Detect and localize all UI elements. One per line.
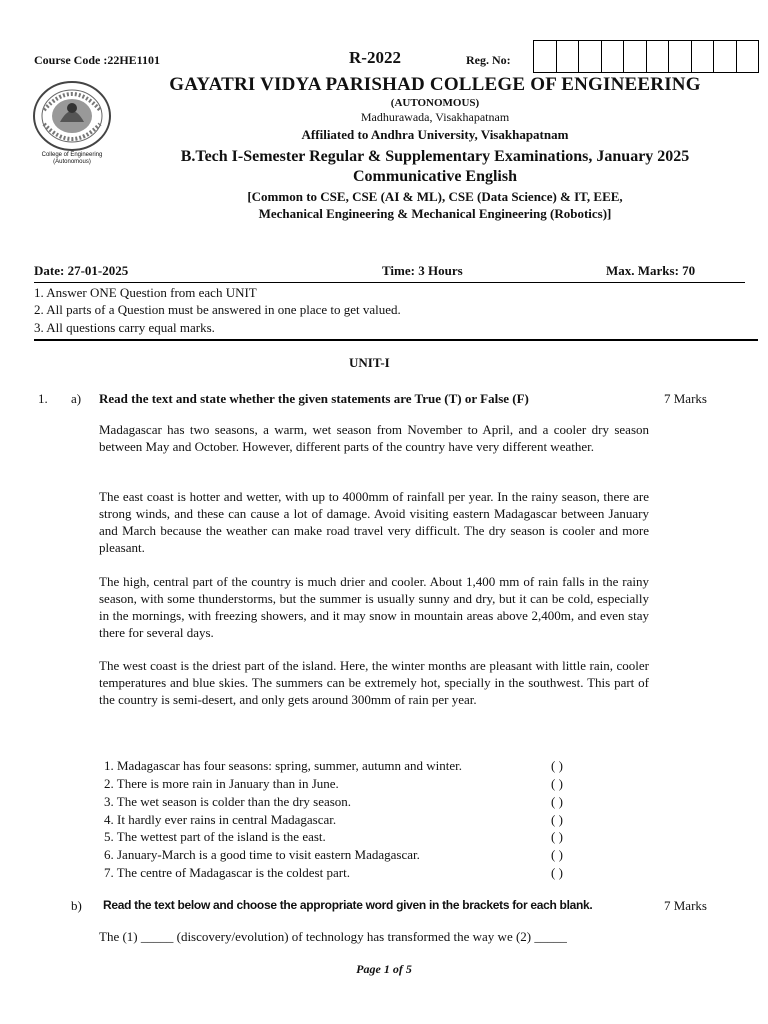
statement-item: 6. January-March is a good time to visit eastern Madagascar. (104, 847, 420, 862)
reg-no-cell (647, 41, 670, 72)
passage-paragraph: The high, central part of the country is much drier and cooler. About 1,400 mm of rain falls in the rainy season, with some thunderstorms, but the summer is usually sunny and dry, but it can be cold, especially in the mornings, with freezing showers, and it may snow in mountain areas above 2,400m, and even stay there for several days. (99, 574, 649, 640)
part-b-instruction: Read the text below and choose the appropriate word given in the brackets for each blank. (103, 898, 593, 912)
reg-no-cell (557, 41, 580, 72)
logo-caption-line-1: College of Engineering (41, 152, 103, 158)
passage-paragraph: The west coast is the driest part of the island. Here, the winter months are pleasant with little rain, cooler temperatures and blue skies. The summers can be extremely hot, specially in the southwest. This part of the country is semi-desert, and only gets around 300mm of rain per year. (99, 658, 649, 707)
question-number: 1. (38, 391, 48, 406)
course-code: Course Code :22HE1101 (34, 53, 160, 67)
divider (34, 282, 745, 283)
passage-paragraph: Madagascar has two seasons, a warm, wet season from November to April, and a cooler dry season between May and October. However, different parts of the country have very different weather. (99, 422, 649, 454)
statement-item: 2. There is more rain in January than in June. (104, 776, 339, 791)
instruction-item: 3. All questions carry equal marks. (34, 320, 215, 335)
statement-item: 5. The wettest part of the island is the east. (104, 829, 326, 844)
exam-date: Date: 27-01-2025 (34, 263, 129, 278)
answer-box[interactable]: ( ) (551, 758, 563, 773)
reg-no-cell (737, 41, 759, 72)
statement-item: 7. The centre of Madagascar is the coldest part. (104, 865, 350, 880)
branches-line-2: Mechanical Engineering & Mechanical Engineering (Robotics)] (258, 206, 612, 221)
part-b-marks: 7 Marks (664, 898, 707, 913)
reg-no-cell (624, 41, 647, 72)
college-seal-icon (30, 80, 114, 152)
statement-item: 3. The wet season is colder than the dry season. (104, 794, 352, 809)
cloze-text: The (1) _____ (discovery/evolution) of technology has transformed the way we (2) _____ (99, 929, 567, 944)
part-b-label: b) (71, 898, 82, 913)
exam-duration: Time: 3 Hours (382, 263, 463, 278)
college-name: GAYATRI VIDYA PARISHAD COLLEGE OF ENGINEERING (169, 74, 701, 95)
answer-box[interactable]: ( ) (551, 776, 563, 791)
reg-no-cell (579, 41, 602, 72)
statement-item: 1. Madagascar has four seasons: spring, summer, autumn and winter. (104, 758, 462, 773)
reg-no-cell (602, 41, 625, 72)
passage-paragraph: The east coast is hotter and wetter, with up to 4000mm of rainfall per year. In the rainy season, there are strong winds, and these can cause a lot of damage. Avoid visiting eastern Madagascar between January and March because the weather can make road travel very difficult. The dry season is cooler and more pleasant. (99, 489, 649, 555)
answer-box[interactable]: ( ) (551, 829, 563, 844)
reg-no-cell (534, 41, 557, 72)
page-number: Page 1 of 5 (356, 962, 412, 976)
branches-line-1: [Common to CSE, CSE (AI & ML), CSE (Data Science) & IT, EEE, (247, 189, 623, 204)
unit-heading: UNIT-I (349, 355, 390, 370)
answer-box[interactable]: ( ) (551, 812, 563, 827)
reg-no-boxes[interactable] (533, 40, 759, 73)
part-a-label: a) (71, 391, 82, 406)
reg-no-cell (692, 41, 715, 72)
logo-caption (22, 152, 122, 166)
reg-no-label: Reg. No: (466, 53, 511, 67)
autonomous-label: (AUTONOMOUS) (390, 97, 480, 109)
college-address: Madhurawada, Visakhapatnam (360, 110, 510, 124)
instruction-item: 1. Answer ONE Question from each UNIT (34, 285, 257, 300)
logo-caption-line-2: (Autonomous) (53, 159, 91, 165)
answer-box[interactable]: ( ) (551, 794, 563, 809)
part-a-marks: 7 Marks (664, 391, 707, 406)
instruction-item: 2. All parts of a Question must be answered in one place to get valued. (34, 302, 401, 317)
divider (34, 339, 758, 341)
part-a-instruction: Read the text and state whether the given statements are True (T) or False (F) (99, 391, 529, 406)
regulation-code: R-2022 (349, 48, 401, 67)
subject-title: Communicative English (352, 168, 517, 185)
answer-box[interactable]: ( ) (551, 847, 563, 862)
affiliation: Affiliated to Andhra University, Visakhapatnam (301, 127, 569, 142)
reg-no-cell (669, 41, 692, 72)
answer-box[interactable]: ( ) (551, 865, 563, 880)
exam-title: B.Tech I-Semester Regular & Supplementary Examinations, January 2025 (180, 148, 690, 165)
max-marks: Max. Marks: 70 (606, 263, 696, 278)
statement-item: 4. It hardly ever rains in central Madagascar. (104, 812, 337, 827)
reg-no-cell (714, 41, 737, 72)
